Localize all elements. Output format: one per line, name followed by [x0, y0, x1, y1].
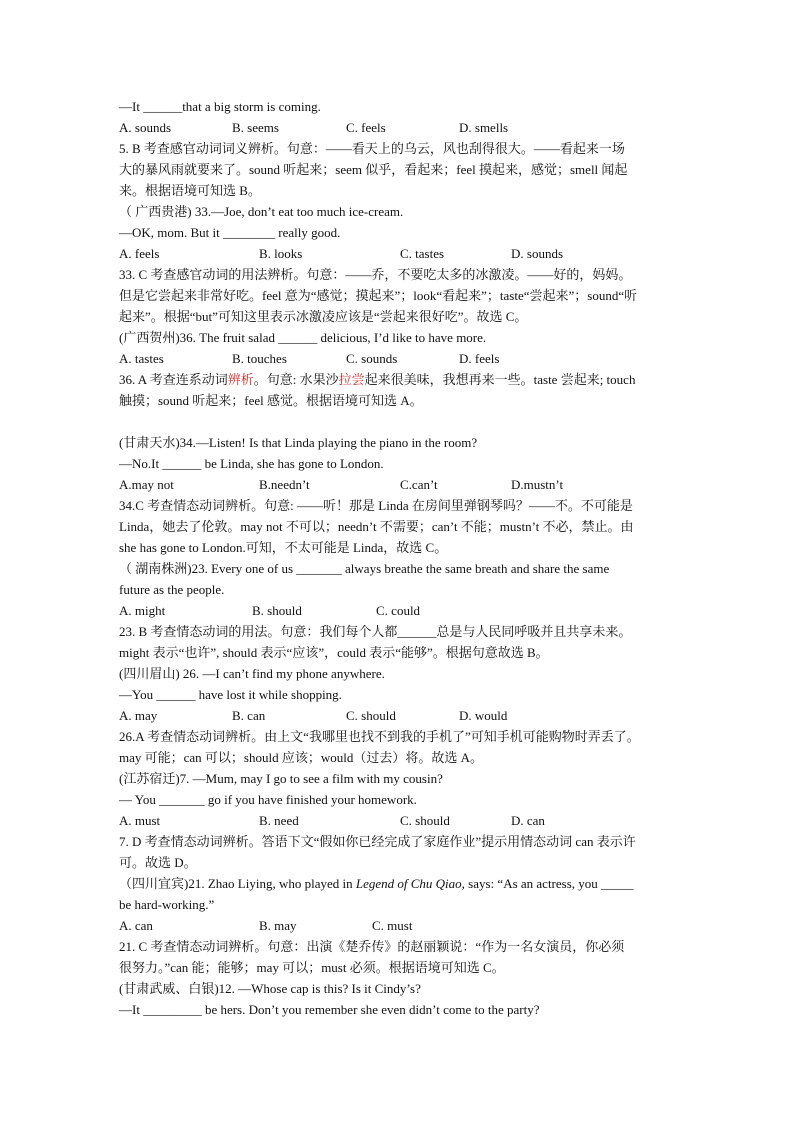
question-line: (甘肃武威、白银)12. —Whose cap is this? Is it Cindy’s? [119, 981, 421, 996]
explanation-line: 7. D 考查情态动词辨析。答语下文“假如你已经完成了家庭作业”提示用情态动词 can 表示许 [119, 834, 636, 849]
question-line: be hard-working.” [119, 897, 215, 912]
options-row [119, 348, 679, 369]
option: D. smells [459, 120, 509, 135]
options-row [119, 600, 679, 621]
question-line: (江苏宿迁)7. —Mum, may I go to see a film with my cousin? [119, 771, 443, 786]
explanation-line: 起来”。根据“but”可知这里表示冰激凌应该是“尝起来很好吃”。故选 C。 [119, 309, 528, 324]
options-row [119, 243, 679, 264]
explanation-line [119, 369, 679, 390]
option: A. can [119, 918, 153, 933]
option: A. sounds [119, 120, 172, 135]
options-row [119, 915, 679, 936]
option: A. may [119, 708, 158, 723]
explanation-line: 33. C 考查感官动词的用法辨析。句意：——乔，不要吃太多的冰激凌。——好的，妈妈。 [119, 267, 632, 282]
explanation-line: 34.C 考查情态动词辨析。句意: ——听！那是 Linda 在房间里弹钢琴吗？——不。不可能是 [119, 498, 633, 513]
option: C. feels [346, 120, 386, 135]
option: B. should [252, 603, 302, 618]
option: C. could [376, 603, 421, 618]
option: D.mustn’t [511, 477, 564, 492]
highlighted-text: 拉尝 [338, 372, 365, 387]
question-line: —OK, mom. But it ________ really good. [119, 225, 341, 240]
question-line: (广西贺州)36. The fruit salad ______ delicious, I’d like to have more. [119, 330, 487, 345]
option: D. can [511, 813, 545, 828]
options-row [119, 117, 679, 138]
explanation-line: 23. B 考查情态动词的用法。句意：我们每个人都______总是与人民同呼吸并且共享未来。 [119, 624, 632, 639]
options-row [119, 474, 679, 495]
option: A. must [119, 813, 161, 828]
explanation-text: 。句意: 水果沙 [253, 372, 339, 387]
question-line: （ 湖南株洲)23. Every one of us _______ always breathe the same breath and share the same [119, 561, 610, 576]
options-row [119, 810, 679, 831]
option: D. feels [459, 351, 500, 366]
question-line: —It _________ be hers. Don’t you remember she even didn’t come to the party? [119, 1002, 540, 1017]
highlighted-text: 辨析 [227, 372, 254, 387]
option: A.may not [119, 477, 174, 492]
explanation-line: she has gone to London.可知，不太可能是 Linda，故选 C。 [119, 540, 448, 555]
italic-title: Legend of Chu Qiao [355, 876, 462, 891]
question-text: （四川宜宾)21. Zhao Liying, who played in [119, 876, 356, 891]
option: B. need [259, 813, 299, 828]
option: B. can [232, 708, 266, 723]
option: D. would [459, 708, 508, 723]
option: B.needn’t [259, 477, 310, 492]
explanation-line: Linda，她去了伦敦。may not 不可以；needn’t 不需要；can’t 不能；mustn’t 不必，禁止。由 [119, 519, 634, 534]
option: C. should [346, 708, 396, 723]
blank-line [119, 411, 679, 432]
explanation-line: 5. B 考查感官动词词义辨析。句意：——看天上的乌云，风也刮得很大。——看起来一场 [119, 141, 625, 156]
option: A. might [119, 603, 166, 618]
explanation-text: 36. A 考查连系动词 [119, 372, 228, 387]
document-page [119, 96, 679, 1020]
question-line: (四川眉山) 26. —I can’t find my phone anywhere. [119, 666, 385, 681]
option: C. should [400, 813, 450, 828]
question-line: — You _______ go if you have finished your homework. [119, 792, 417, 807]
explanation-line: 很努力。”can 能；能够；may 可以；must 必须。根据语境可知选 C。 [119, 960, 505, 975]
question-line: —It ______that a big storm is coming. [119, 99, 321, 114]
explanation-line: 大的暴风雨就要来了。sound 听起来；seem 似乎，看起来；feel 摸起来，感觉；smell 闻起 [119, 162, 628, 177]
option: B. looks [259, 246, 303, 261]
question-line: （ 广西贵港) 33.—Joe, don’t eat too much ice-cream. [119, 204, 404, 219]
option: C. must [372, 918, 413, 933]
question-line [119, 873, 679, 894]
option: B. may [259, 918, 297, 933]
option: A. feels [119, 246, 160, 261]
explanation-line: 触摸；sound 听起来；feel 感觉。根据语境可知选 A。 [119, 393, 423, 408]
option: A. tastes [119, 351, 164, 366]
option: C.can’t [400, 477, 438, 492]
explanation-line: 但是它尝起来非常好吃。feel 意为“感觉；摸起来”；look“看起来”；taste“尝起来”；sound“听 [119, 288, 638, 303]
question-line: —No.It ______ be Linda, she has gone to London. [119, 456, 384, 471]
explanation-line: 来。根据语境可知选 B。 [119, 183, 261, 198]
option: D. sounds [511, 246, 564, 261]
question-line: —You ______ have lost it while shopping. [119, 687, 342, 702]
explanation-line: 21. C 考查情态动词辨析。句意：出演《楚乔传》的赵丽颖说：“作为一名女演员，你必须 [119, 939, 625, 954]
question-line: future as the people. [119, 582, 225, 597]
options-row [119, 705, 679, 726]
option: C. tastes [400, 246, 445, 261]
explanation-line: may 可能；can 可以；should 应该；would（过去）将。故选 A。 [119, 750, 483, 765]
explanation-line: 26.A 考查情态动词辨析。由上文“我哪里也找不到我的手机了”可知手机可能购物时弄丢了。 [119, 729, 640, 744]
option: B. touches [232, 351, 287, 366]
option: C. sounds [346, 351, 398, 366]
explanation-line: might 表示“也许”, should 表示“应该”，could 表示“能够”。根据句意故选 B。 [119, 645, 549, 660]
option: B. seems [232, 120, 279, 135]
explanation-text: 起来很美味，我想再来一些。taste 尝起来; touch [364, 372, 636, 387]
question-text: , says: “As an actress, you _____ [461, 876, 634, 891]
explanation-line: 可。故选 D。 [119, 855, 197, 870]
question-line: (甘肃天水)34.—Listen! Is that Linda playing the piano in the room? [119, 435, 478, 450]
